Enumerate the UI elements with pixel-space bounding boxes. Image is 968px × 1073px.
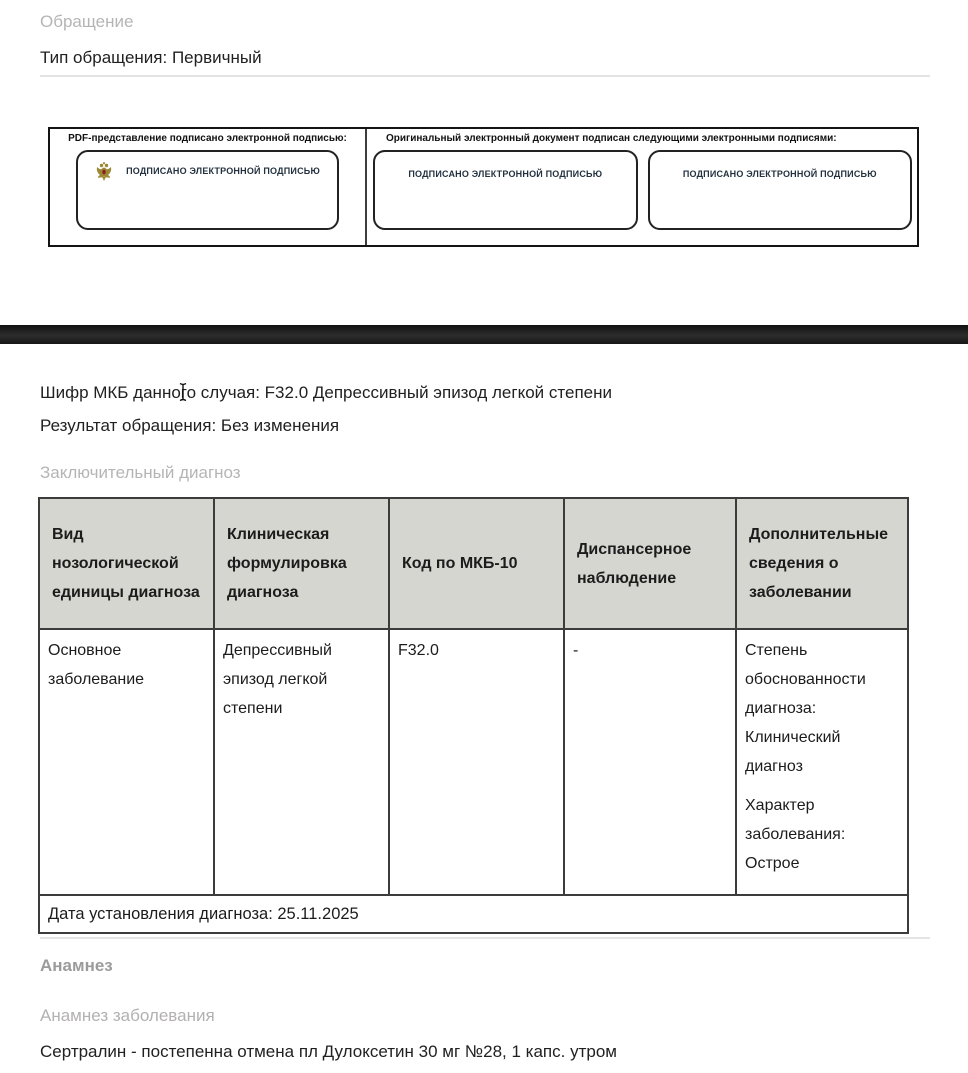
disease-anamnesis-text: Сертралин - постепенна отмена пл Дулоксетин 30 мг №28, 1 капс. утром: [40, 1042, 617, 1061]
russian-coat-of-arms-icon: [95, 161, 113, 187]
original-signature-pane: [367, 129, 917, 245]
column-header-dispensary: Диспансерное наблюдение: [564, 498, 736, 629]
diagnosis-formulation-cell: Депрессивный эпизод легкой степени: [214, 629, 389, 895]
section-divider: [40, 75, 930, 77]
table-header-row: [39, 498, 908, 629]
additional-info-validity: Степень обоснованности диагноза: Клинический диагноз: [745, 642, 866, 775]
signature-stamp-row: [373, 150, 912, 230]
text-cursor-icon: [178, 382, 188, 407]
diagnosis-date-row: [39, 895, 908, 933]
table-row: [39, 629, 908, 895]
stamp-label: ПОДПИСАНО ЭЛЕКТРОННОЙ ПОДПИСЬЮ: [126, 166, 320, 176]
anamnesis-heading: Анамнез: [40, 956, 113, 975]
visit-type-line: Тип обращения: Первичный: [40, 48, 262, 67]
column-header-clinical-formulation: Клиническая формулировка диагноза: [214, 498, 389, 629]
visit-result-line: Результат обращения: Без изменения: [40, 416, 340, 435]
additional-info-character: Характер заболевания: Острое: [745, 797, 846, 872]
pdf-signature-title: PDF-представление подписано электронной подписью:: [68, 133, 347, 144]
anamnesis-subheading: Анамнез заболевания: [40, 1006, 215, 1025]
diagnosis-date-cell: Дата установления диагноза: 25.11.2025: [39, 895, 908, 933]
signature-stamp: [648, 150, 913, 230]
visit-section-heading: Обращение: [40, 12, 134, 31]
final-diagnosis-heading: Заключительный диагноз: [40, 463, 241, 482]
column-header-nosological-type: Вид нозологической единицы диагноза: [39, 498, 214, 629]
additional-info-cell: [736, 629, 908, 895]
signature-block: [48, 127, 919, 247]
stamp-label: ПОДПИСАНО ЭЛЕКТРОННОЙ ПОДПИСЬЮ: [682, 169, 877, 179]
section-divider: [40, 937, 930, 939]
pdf-signature-pane: [50, 129, 367, 245]
column-header-mkb-code: Код по МКБ-10: [389, 498, 564, 629]
diagnosis-type-cell: Основное заболевание: [39, 629, 214, 895]
signature-stamp: [76, 150, 339, 230]
diagnosis-code-cell: F32.0: [389, 629, 564, 895]
final-diagnosis-table: [38, 497, 909, 934]
column-header-additional-info: Дополнительные сведения о заболевании: [736, 498, 908, 629]
page-separator-bar: [0, 325, 968, 344]
dispensary-cell: -: [564, 629, 736, 895]
signature-stamp: [373, 150, 638, 230]
original-signature-title: Оригинальный электронный документ подписан следующими электронными подписями:: [386, 133, 837, 144]
mkb-code-line: Шифр МКБ данного случая: F32.0 Депрессивный эпизод легкой степени: [40, 383, 612, 402]
stamp-label: ПОДПИСАНО ЭЛЕКТРОННОЙ ПОДПИСЬЮ: [408, 169, 603, 179]
